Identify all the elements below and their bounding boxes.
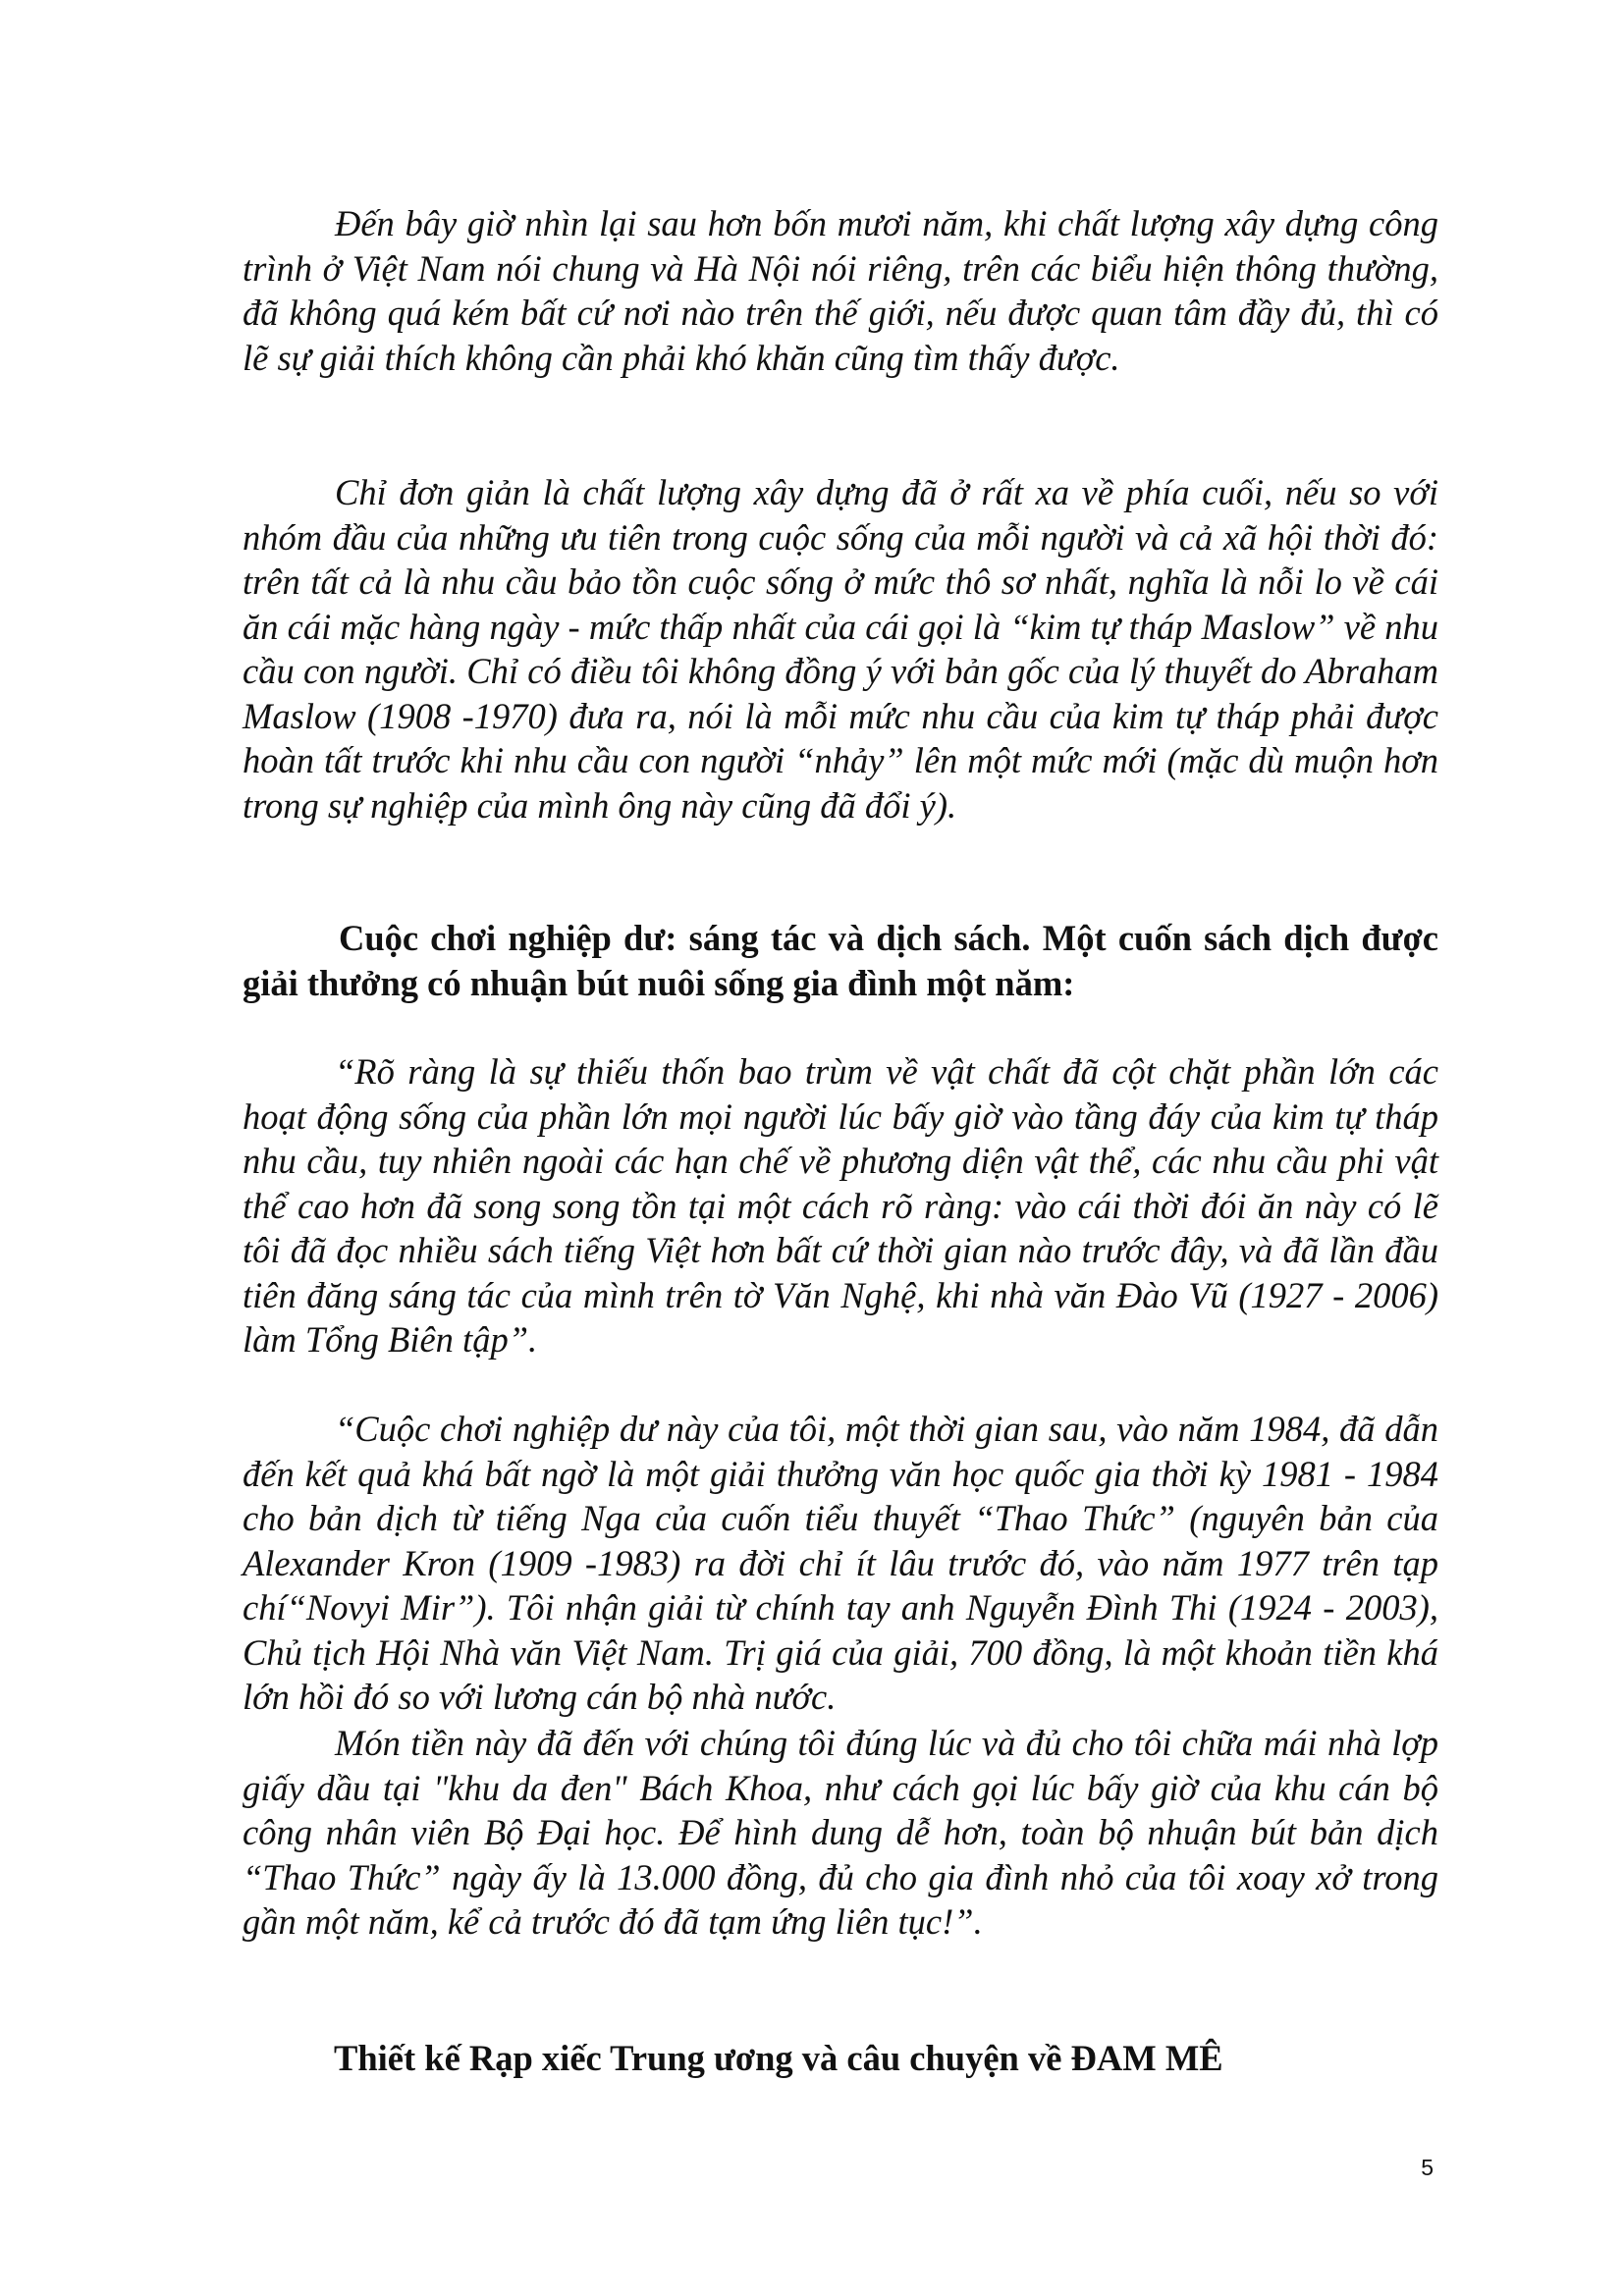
section-heading-amateur-translation: Cuộc chơi nghiệp dư: sáng tác và dịch sách. Một cuốn sách dịch được giải thưởng có nhuận bút nuôi sống gia đình một năm: [243,918,1438,1003]
page-number: 5 [1421,2155,1434,2180]
body-paragraph-1: Đến bây giờ nhìn lại sau hơn bốn mươi năm, khi chất lượng xây dựng công trình ở Việt Nam nói chung và Hà Nội nói riêng, trên các biểu hiện thông thường, đã không quá kém bất cứ nơi nào trên thế giới, nếu được quan tâm đầy đủ, thì có lẽ sự giải thích không cần phải khó khăn cũng tìm thấy được. [243,203,1438,378]
body-paragraph-3: “Rõ ràng là sự thiếu thốn bao trùm về vật chất đã cột chặt phần lớn các hoạt động sống của phần lớn mọi người lúc bấy giờ vào tầng đáy của kim tự tháp nhu cầu, tuy nhiên ngoài các hạn chế về phương diện vật thể, các nhu cầu phi vật thể cao hơn đã song song tồn tại một cách rõ ràng: vào cái thời đói ăn này có lẽ tôi đã đọc nhiều sách tiếng Việt hơn bất cứ thời gian nào trước đây, và đã lần đầu tiên đăng sáng tác của mình trên tờ Văn Nghệ, khi nhà văn Đào Vũ (1927 - 2006) làm Tổng Biên tập”. [243,1051,1438,1360]
section-heading-circus-design: Thiết kế Rạp xiếc Trung ương và câu chuyện về ĐAM MÊ [334,2038,1223,2078]
body-paragraph-2: Chỉ đơn giản là chất lượng xây dựng đã ở rất xa về phía cuối, nếu so với nhóm đầu của những ưu tiên trong cuộc sống của mỗi người và cả xã hội thời đó: trên tất cả là nhu cầu bảo tồn cuộc sống ở mức thô sơ nhất, nghĩa là nỗi lo về cái ăn cái mặc hàng ngày - mức thấp nhất của cái gọi là “kim tự tháp Maslow” về nhu cầu con người. Chỉ có điều tôi không đồng ý với bản gốc của lý thuyết do Abraham Maslow (1908 -1970) đưa ra, nói là mỗi mức nhu cầu của kim tự tháp phải được hoàn tất trước khi nhu cầu con người “nhảy” lên một mức mới (mặc dù muộn hơn trong sự nghiệp của mình ông này cũng đã đổi ý). [243,472,1438,826]
body-paragraph-4: “Cuộc chơi nghiệp dư này của tôi, một thời gian sau, vào năm 1984, đã dẫn đến kết quả khá bất ngờ là một giải thưởng văn học quốc gia thời kỳ 1981 - 1984 cho bản dịch từ tiếng Nga của cuốn tiểu thuyết “Thao Thức” (nguyên bản của Alexander Kron (1909 -1983) ra đời chỉ ít lâu trước đó, vào năm 1977 trên tạp chí“Novyi Mir”). Tôi nhận giải từ chính tay anh Nguyễn Đình Thi (1924 - 2003), Chủ tịch Hội Nhà văn Việt Nam. Trị giá của giải, 700 đồng, là một khoản tiền khá lớn hồi đó so với lương cán bộ nhà nước. [243,1409,1438,1717]
body-paragraph-5: Món tiền này đã đến với chúng tôi đúng lúc và đủ cho tôi chữa mái nhà lợp giấy dầu tại "khu da đen" Bách Khoa, như cách gọi lúc bấy giờ của khu cán bộ công nhân viên Bộ Đại học. Để hình dung dễ hơn, toàn bộ nhuận bút bản dịch “Thao Thức” ngày ấy là 13.000 đồng, đủ cho gia đình nhỏ của tôi xoay xở trong gần một năm, kể cả trước đó đã tạm ứng liên tục!”. [243,1723,1438,1942]
